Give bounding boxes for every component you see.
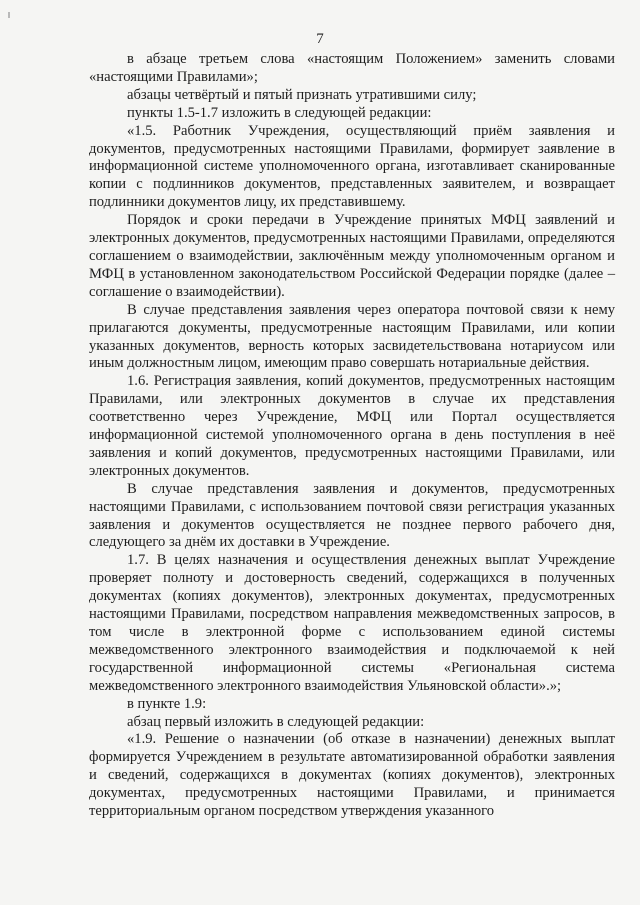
paragraph: Порядок и сроки передачи в Учреждение принятых МФЦ заявлений и электронных документов, предусмотренных настоящими Правилами, определяются соглашением о взаимодействии, заключённым между уполномоченным органом и МФЦ в установленном законодательством Российской Федерации порядке (далее – соглашение о взаимодействии).: [89, 212, 615, 300]
paragraph: «1.5. Работник Учреждения, осуществляющий приём заявления и документов, предусмотренных настоящими Правилами, формирует заявление в информационной системе уполномоченного органа, изготавливает сканированные копии с подлинников документов, представленных заявителем, и возвращает подлинники документов лицу, их представившему.: [89, 122, 615, 211]
paragraph: «1.9. Решение о назначении (об отказе в назначении) денежных выплат формируется Учреждением в результате автоматизированной обработки заявления и сведений, содержащихся в документах (копиях документов), электронных документах, предусмотренных настоящими Правилами, и принимается территориальным органом посредством утверждения указанного: [89, 731, 615, 820]
paragraph: абзац первый изложить в следующей редакции:: [127, 713, 425, 730]
page-number: 7: [316, 31, 324, 47]
paragraph: В случае представления заявления и документов, предусмотренных настоящими Правилами, с использованием почтовой связи регистрация указанных заявления и документов осуществляется не позднее первого рабочего дня, следующего за днём их доставки в Учреждение.: [89, 480, 615, 551]
paragraph: абзацы четвёртый и пятый признать утратившими силу;: [127, 86, 477, 103]
paragraph: 1.7. В целях назначения и осуществления денежных выплат Учреждение проверяет полноту и достоверность сведений, содержащихся в полученных документах (копиях документов), электронных документах, предусмотренных настоящими Правилами, посредством направления межведомственных запросов, в том числе в электронной форме с использованием единой системы межведомственного электронного взаимодействия и подключаемой к ней государственной информационной системы «Региональная система межведомственного электронного взаимодействия Ульяновской области».»;: [89, 552, 615, 694]
paragraph: в пункте 1.9:: [127, 695, 207, 712]
document-body: [89, 51, 615, 821]
paragraph: в абзаце третьем слова «настоящим Положением» заменить словами «настоящими Правилами»;: [89, 51, 615, 85]
paragraph: В случае представления заявления через оператора почтовой связи к нему прилагаются документы, предусмотренные настоящим Правилами, или копии указанных документов, верность которых засвидетельствована нотариусом или иным должностным лицом, имеющим право совершать нотариальные действия.: [89, 301, 615, 372]
scan-edge-mark: [8, 12, 10, 18]
paragraph: 1.6. Регистрация заявления, копий документов, предусмотренных настоящим Правилами, или электронных документов в случае их представления соответственно через Учреждение, МФЦ или Портал осуществляется информационной системой уполномоченного органа в день поступления в неё заявления и копий документов, предусмотренных настоящими Правилами, или электронных документов.: [89, 373, 615, 479]
paragraph: пункты 1.5-1.7 изложить в следующей редакции:: [127, 104, 432, 121]
